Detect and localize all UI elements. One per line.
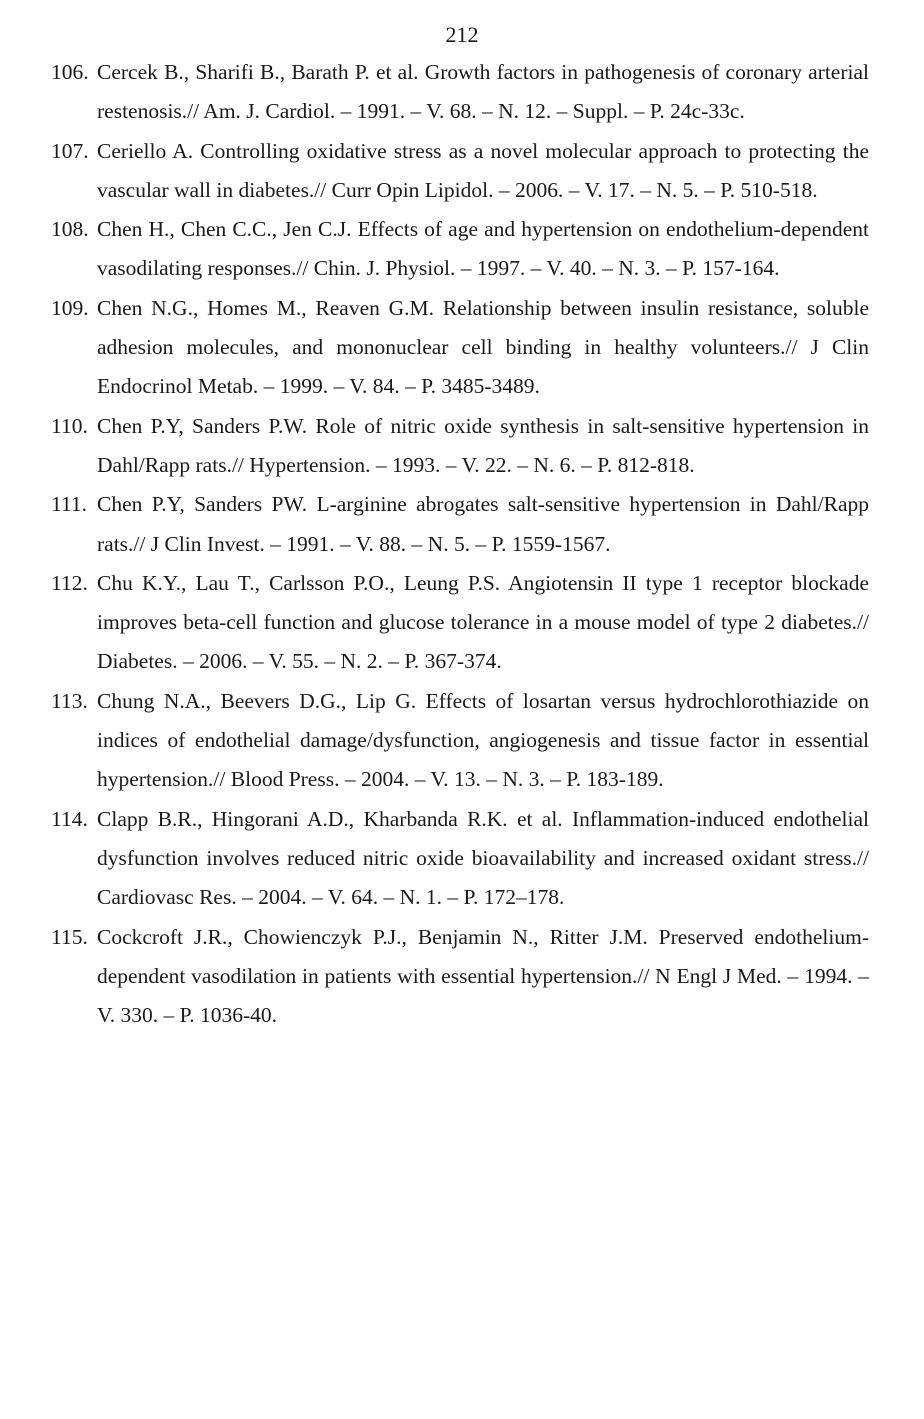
reference-item [51,289,869,407]
reference-item [51,53,869,132]
reference-number: 106. [51,60,89,84]
reference-item [51,407,869,486]
reference-item [51,485,869,564]
reference-number: 109. [51,295,89,320]
reference-number: 108. [51,217,89,242]
reference-number: 107. [51,138,89,163]
reference-item [51,210,869,289]
reference-number: 110. [51,413,88,438]
page-number: 212 [445,22,479,47]
reference-text: Ceriello A. Controlling oxidative stress as a novel molecular approach to protecting the vascular wall in diabetes.// Curr Opin Lipidol. – 2006. – V. 17. – N. 5. – P. 510-518. [97,138,869,202]
reference-text: Chen N.G., Homes M., Reaven G.M. Relationship between insulin resistance, soluble adhesion molecules, and mononuclear cell binding in healthy volunteers.// J Clin Endocrinol Metab. – 1999. – V. 84. – P. 3485-3489. [97,295,869,399]
reference-item [51,800,869,918]
reference-item [51,132,869,211]
reference-list [51,53,869,1035]
reference-text: Cockcroft J.R., Chowienczyk P.J., Benjamin N., Ritter J.M. Preserved endothelium-dependent vasodilation in patients with essential hypertension.// N Engl J Med. – 1994. – V. 330. – P. 1036-40. [97,924,869,1028]
reference-number: 113. [51,688,88,713]
reference-number: 114. [51,806,88,831]
reference-item [51,918,869,1036]
reference-number: 115. [51,924,88,949]
reference-text: Chen P.Y, Sanders PW. L-arginine abrogates salt-sensitive hypertension in Dahl/Rapp rats.// J Clin Invest. – 1991. – V. 88. – N. 5. – P. 1559-1567. [97,492,869,556]
reference-text: Chen P.Y, Sanders P.W. Role of nitric oxide synthesis in salt-sensitive hypertension in Dahl/Rapp rats.// Hypertension. – 1993. – V. 22. – N. 6. – P. 812-818. [97,413,869,477]
reference-text: Clapp B.R., Hingorani A.D., Kharbanda R.K. et al. Inflammation-induced endothelial dysfunction involves reduced nitric oxide bioavailability and increased oxidant stress.// Cardiovasc Res. – 2004. – V. 64. – N. 1. – P. 172–178. [97,806,869,910]
reference-item [51,682,869,800]
reference-item [51,564,869,682]
reference-number: 111. [51,492,88,517]
reference-text: Chung N.A., Beevers D.G., Lip G. Effects of losartan versus hydrochlorothiazide on indices of endothelial damage/dysfunction, angiogenesis and tissue factor in essential hypertension.// Blood Press. – 2004. – V. 13. – N. 3. – P. 183-189. [97,688,869,792]
reference-text: Chen H., Chen C.C., Jen C.J. Effects of age and hypertension on endothelium-dependent vasodilating responses.// Chin. J. Physiol. – 1997. – V. 40. – N. 3. – P. 157-164. [97,217,869,281]
reference-number: 112. [51,570,88,595]
reference-text: Cercek B., Sharifi B., Barath P. et al. Growth factors in pathogenesis of coronary arterial restenosis.// Am. J. Cardiol. – 1991. – V. 68. – N. 12. – Suppl. – P. 24c-33c. [97,60,869,124]
reference-text: Chu K.Y., Lau T., Carlsson P.O., Leung P.S. Angiotensin II type 1 receptor blockade improves beta-cell function and glucose tolerance in a mouse model of type 2 diabetes.// Diabetes. – 2006. – V. 55. – N. 2. – P. 367-374. [97,570,869,674]
